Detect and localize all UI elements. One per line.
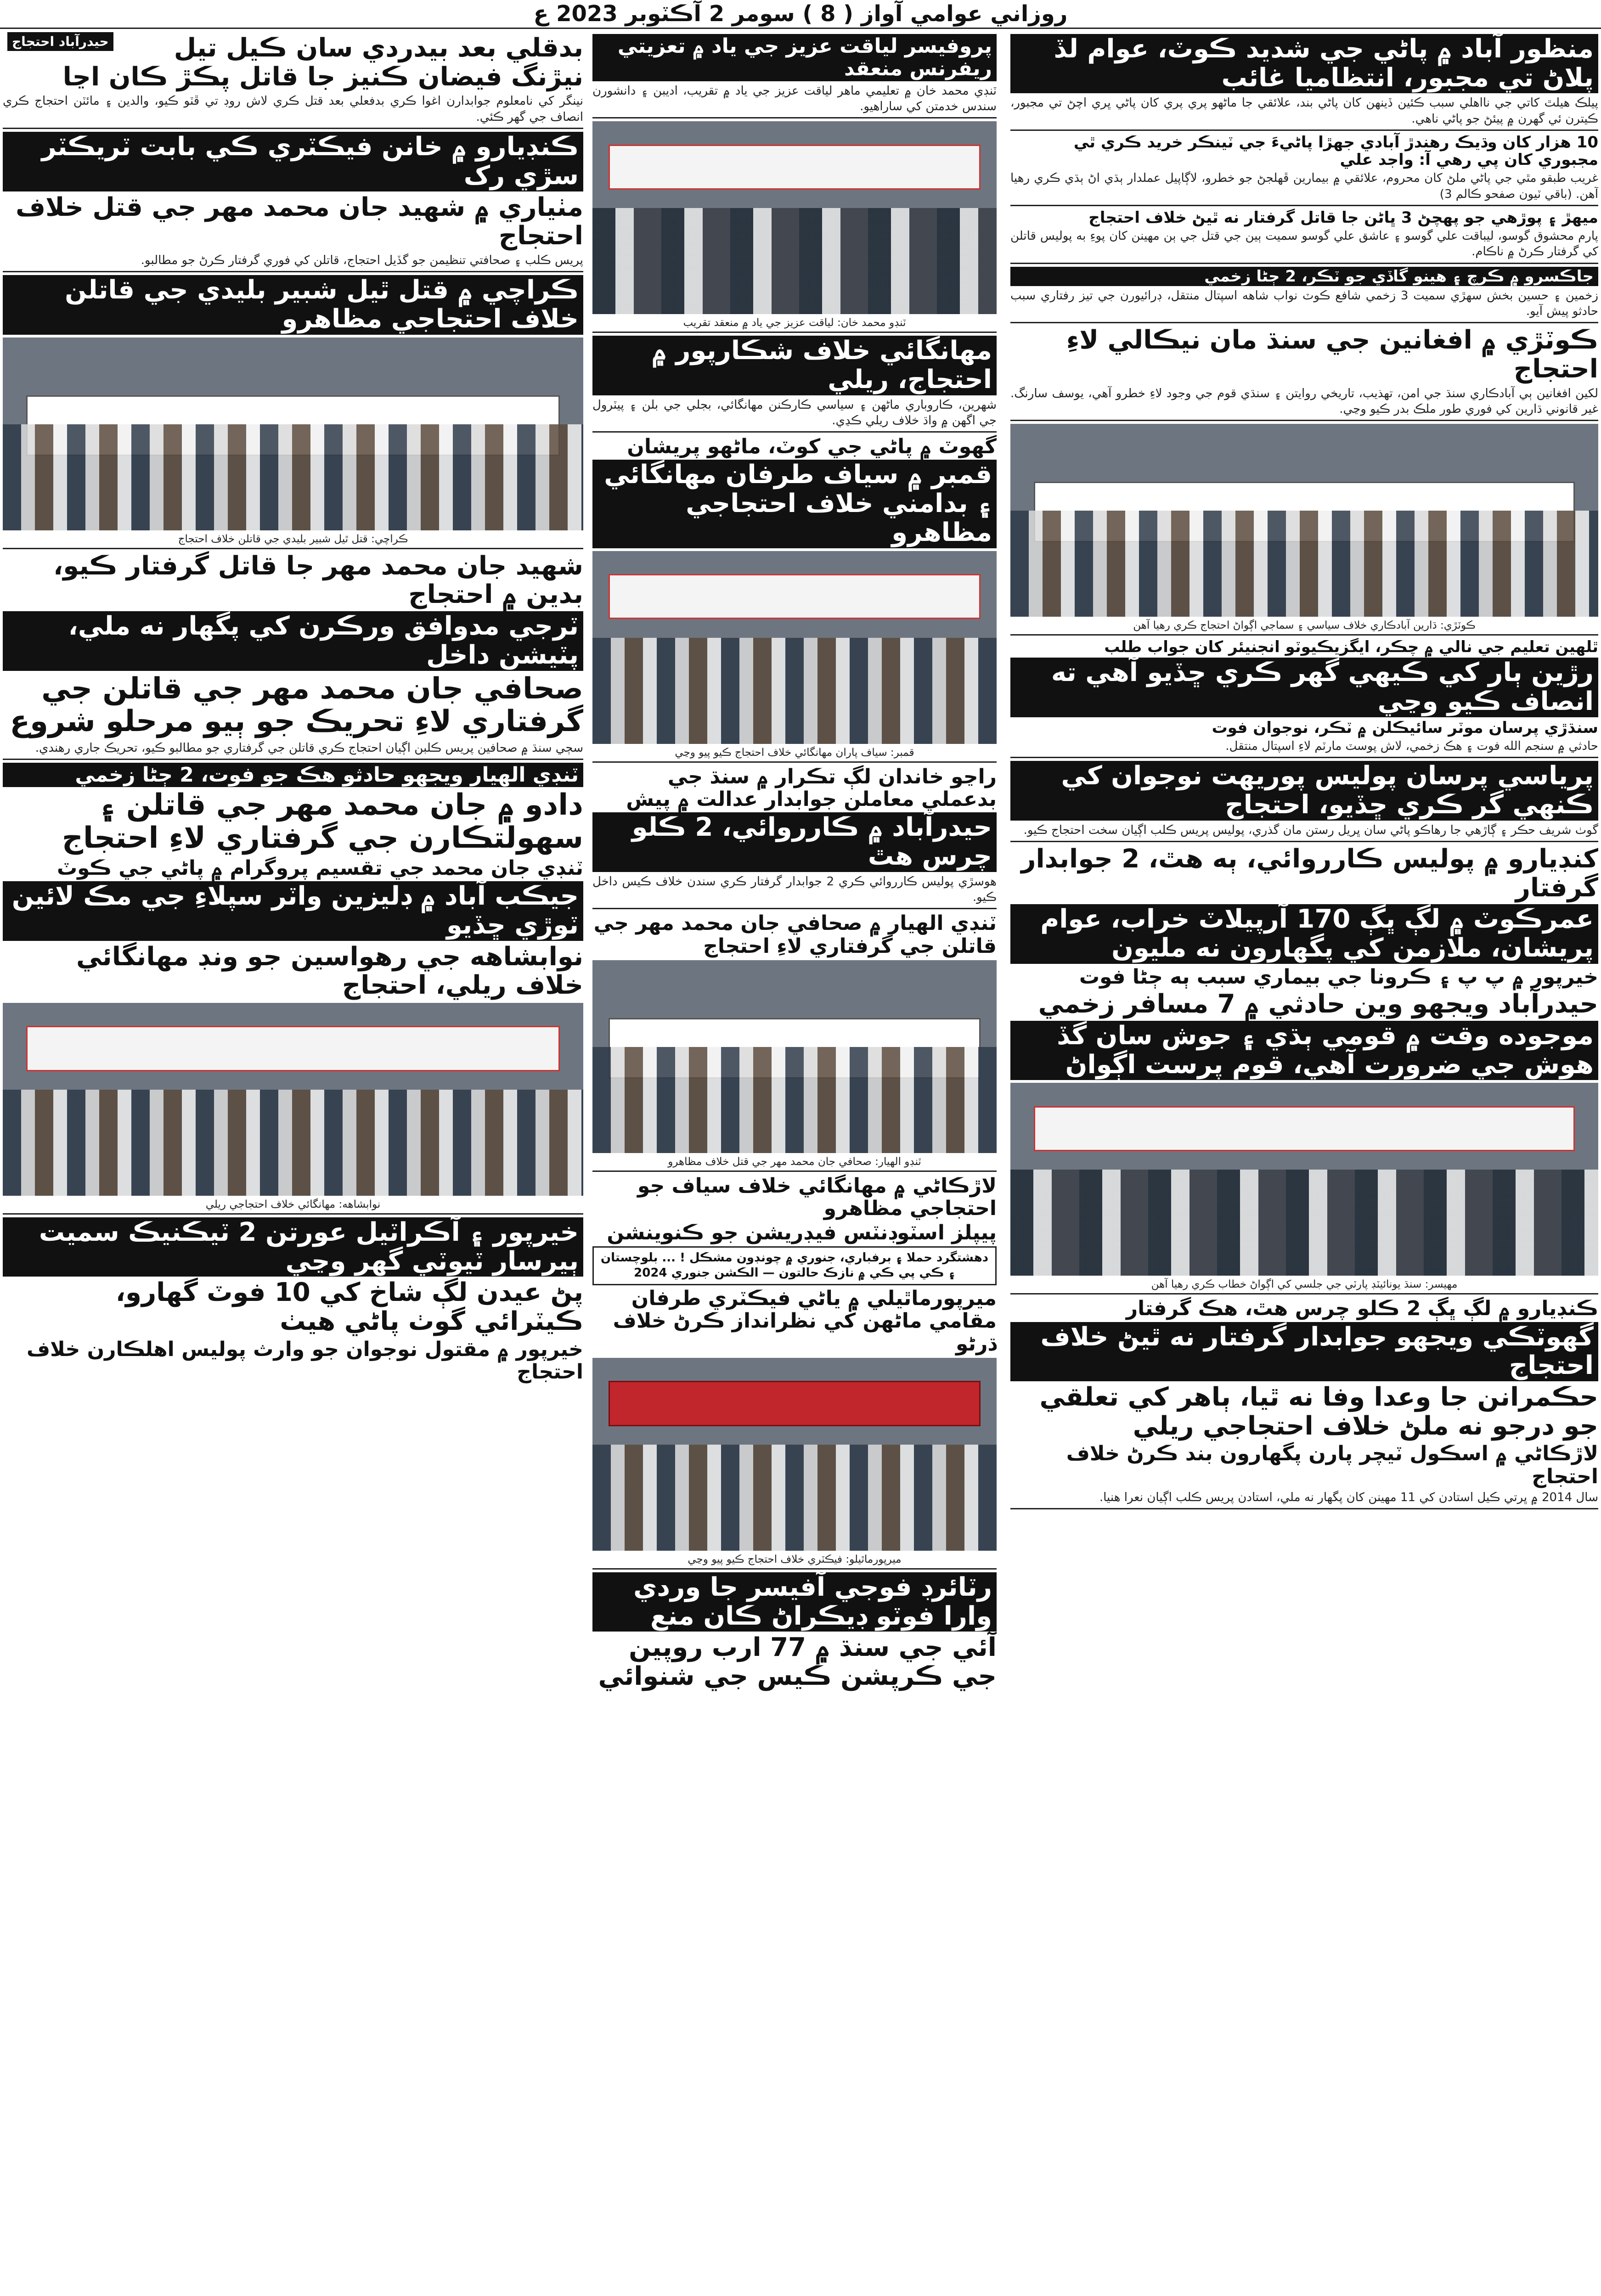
news-headline: 10 هزار کان وڌيڪ رهندڙ آبادي جهڙا پاڻيءَ جي ٽينڪر خريد ڪري ٿي مجبوري کان پي رهي آ: واجد علي [1073, 133, 1598, 169]
news-headline: ڪراچي ۾ قتل ٿيل شبير بليدي جي قاتلن خلاف احتجاجي مظاهرو [3, 275, 583, 334]
column-rule [592, 431, 997, 433]
photo-caption: قمبر: سياف پاران مهانگائي خلاف احتجاج ڪيو پيو وڃي [675, 746, 914, 759]
photo-caption: ڪراچي: قتل ٿيل شبير بليدي جي قاتلن خلاف احتجاج [178, 533, 408, 545]
photo-crowd [1010, 511, 1598, 617]
news-headline: عمرڪوٽ ۾ لڳ ڀڳ 170 آرپيلاٽ خراب، عوام پريشان، ملازمن کي پگهارون نه مليون [1010, 904, 1598, 963]
column-rule [3, 759, 583, 760]
news-headline: ٽرجي مدوافق ورڪرن کي پگهار نه ملي، پٽيشن داخل [3, 611, 583, 670]
news-headline: گهوٽڪي ويجهو جوابدار گرفتار نه ٿيڻ خلاف احتجاج [1010, 1322, 1598, 1381]
news-headline: موجوده وقت ۾ قومي ٻڌي ۽ جوش سان گڏ هوش جي ضرورت آهي، قوم پرست اڳواڻ [1010, 1021, 1598, 1080]
news-body-text: سڄي سنڌ ۾ صحافين پريس ڪلبن اڳيان احتجاج ڪري قاتلن جي گرفتاري جو مطالبو ڪيو، تحريڪ جاري رهندي. [35, 741, 583, 755]
column-rule [1010, 1508, 1598, 1509]
news-headline: ڪنڊيارو ۾ لڳ ڀڳ 2 ڪلو چرس هٿ، هڪ گرفتار [1126, 1297, 1598, 1321]
news-headline: حيدرآباد ۾ ڪارروائي، 2 ڪلو چرس هٿ [592, 812, 997, 872]
column-rule [1010, 634, 1598, 636]
section-badge: حيدرآباد احتجاج [7, 32, 113, 51]
news-headline: لاڙڪاڻي ۾ اسڪول ٽيچر پارن پگهارون بند ڪرڻ خلاف احتجاج [1066, 1442, 1598, 1488]
column-rule [1010, 129, 1598, 131]
news-body-text: گوٺ شريف حڪر ۽ ڳاڙهي جا رهاڪو پاڻي سان ڀريل رستن مان گذري، پوليس پريس ڪلب اڳيان سخت احتجاج ڪيو. [1023, 823, 1598, 837]
column-center [592, 32, 997, 2296]
column-rule [3, 271, 583, 272]
photo-banner [609, 145, 981, 190]
news-headline: سنڌڙي پرسان موٽر سائيڪلن ۾ ٽڪر، نوجوان فوت [1212, 718, 1598, 737]
news-headline: قمبر ۾ سياف طرفان مهانگائي ۽ بدامني خلاف احتجاجي مظاهرو [592, 460, 997, 548]
news-photo [3, 1003, 583, 1196]
photo-crowd [592, 1047, 997, 1153]
news-headline: مهانگائي خلاف شڪارپور ۾ احتجاج، ريلي [592, 336, 997, 395]
photo-banner [1034, 1106, 1575, 1151]
news-headline: پيپلز اسٽوڊنٽس فيڊريشن جو ڪنوينشن [607, 1221, 997, 1245]
column-rule [592, 117, 997, 118]
photo-crowd [592, 208, 997, 314]
news-photo [592, 1358, 997, 1551]
news-headline: ڪنڊيارو ۾ خانن فيڪٽري ڪي بابت ٽريڪٽر سڙي رک [3, 132, 583, 191]
photo-crowd [1010, 1170, 1598, 1276]
column-rule [592, 761, 997, 763]
photo-banner [26, 1026, 560, 1071]
news-headline: ٿلهين تعليم جي نالي ۾ چڪر، ايگزيڪيوٽو انجنيئر کان جواب طلب [1104, 638, 1598, 657]
news-body-text: هوسڙي پوليس ڪارروائي ڪري 2 جوابدار گرفتار ڪري سندن خلاف ڪيس داخل ڪيو. [592, 874, 997, 904]
news-body-text: حادثي ۾ سنجم الله فوت ۽ هڪ زخمي، لاش پوسٽ مارٽم لاءِ اسپتال منتقل. [1225, 739, 1598, 753]
column-right [1010, 32, 1598, 2296]
news-body-text: پريس ڪلب ۽ صحافتي تنظيمن جو گڏيل احتجاج، قاتلن کي فوري گرفتار ڪرڻ جو مطالبو. [141, 253, 583, 267]
column-rule [1010, 841, 1598, 842]
column-rule [592, 1568, 997, 1570]
page-masthead: روزاني عوامي آواز ( 8 ) سومر 2 آڪٽوبر 2023 ع [0, 0, 1601, 29]
news-body-text: نينگر کي نامعلوم جوابدارن اغوا ڪري بدفعلي بعد قتل ڪري لاش روڊ تي ڦٽو ڪيو، والدين ۽ مائٽن احتجاج ڪري انصاف جي گهر ڪئي. [3, 94, 583, 124]
photo-crowd [592, 1445, 997, 1551]
news-headline: منظور آباد ۾ پاڻي جي شديد ڪوٽ، عوام لڏ پلاڻ تي مجبور، انتظاميا غائب [1010, 34, 1598, 93]
news-headline: جاڪسرو ۾ ڪرچ ۽ هينو گاڏي جو ٽڪر، 2 ڄڻا زخمي [1010, 267, 1598, 286]
news-headline: بدقلي بعد بيدردي سان ڪيل تيل نيڙنگ فيضان ڪنيز جا قاتل پڪڙ ڪان اڃا [62, 33, 583, 92]
news-headline: ٽنڊي الهيار ۾ صحافي جان محمد مهر جي قاتلن جي گرفتاري لاءِ احتجاج [593, 912, 997, 958]
news-headline: جيڪب آباد ۾ ڊليزين واٽر سپلاءِ جي مڪ لائين ٽوڙي ڇڏيو [3, 881, 583, 940]
boxed-news-inset: دهشتگرد حملا ۽ برفباري، جنوري ۾ چونڊون مشڪل ! ... بلوچستان ۽ ڪي پي ڪي ۾ نازڪ حالتون — الڪشن جنوري 2024 [592, 1246, 997, 1286]
column-rule [3, 1213, 583, 1215]
news-headline: راڃو خاندان لڳ تڪرار ۾ سنڌ جي بدعملي معاملن جوابدار عدالت ۾ پيش [626, 765, 997, 811]
news-body-text: غريب طبقو مٿي جي پاڻي ملڻ کان محروم، علائقي ۾ بيمارين ڦهلجڻ جو خطرو، لاڳاپيل عملدار ٻڌي اڻ ٻڌي ڪري رهيا آهن. (باقي ٽيون صفحو ڪالم 3) [1010, 171, 1598, 201]
photo-crowd [3, 424, 583, 530]
news-headline: شهيد جان محمد مهر جا قاتل گرفتار ڪيو، بدين ۾ احتجاج [53, 551, 583, 610]
news-headline: حڪمرانن جا وعدا وفا نه ٿيا، ٻاهر کي تعلقي جو درجو نه ملڻ خلاف احتجاجي ريلي [1039, 1382, 1598, 1441]
news-body-text: لکين افغانين ٻي آبادڪاري سنڌ جي امن، تهذيب، تاريخي روايتن ۽ سنڌي قوم جي وجود لاءِ خطرو آهي، يوسف سارنگ. غير قانوني ڌارين کي فوري طور ملڪ بدر ڪيو وڃي. [1010, 386, 1598, 416]
photo-crowd [3, 1090, 583, 1196]
news-headline: دادو ۾ جان محمد مهر جي قاتلن ۽ سهولتڪارن جي گرفتاري لاءِ احتجاج [62, 788, 583, 855]
news-photo [1010, 1083, 1598, 1276]
news-headline: حيدرآباد ويجهو وين حادثي ۾ 7 مسافر زخمي [1038, 989, 1598, 1019]
column-rule [1010, 420, 1598, 421]
news-headline: گهوٽ ۾ پاڻي جي کوٽ، ماڻهو پريشان [627, 435, 997, 459]
news-headline: لاڙڪاڻي ۾ مهانگائي خلاف سياف جو احتجاجي مظاهرو [637, 1174, 997, 1221]
news-body-text: ٽنڊي محمد خان ۾ تعليمي ماهر لياقت عزيز جي ياد ۾ تقريب، اديبن ۽ دانشورن سندس خدمتن کي ساراهيو. [592, 84, 997, 113]
news-photo [592, 960, 997, 1153]
news-headline: خيرپور ۾ مقتول نوجوان جو وارث پوليس اهلڪارن خلاف احتجاج [27, 1337, 583, 1384]
column-rule [1010, 263, 1598, 264]
news-headline: ميرپورماٿيلي ۾ ياڻي فيڪٽري طرفان مقامي ماڻهن کي نظرانداز ڪرڻ خلاف ڌرڻو [613, 1287, 997, 1356]
photo-banner [609, 1381, 981, 1426]
news-headline: کنڊيارو ۾ پوليس ڪارروائي، ٻه هٿ، 2 جوابدار گرفتار [1021, 844, 1598, 903]
news-body-text: پيلڪ هيلٿ کاتي جي نااهلي سبب ڪئين ڏينهن کان پاڻي بند، علائقي جا ماڻهو پري پري کان پاڻي ڀري اچڻ تي مجبور، ڪيترن ئي گهرن ۾ پيئڻ جو پاڻي ناهي. [1010, 96, 1598, 126]
column-rule [1010, 757, 1598, 758]
news-photo [1010, 424, 1598, 617]
column-rule [1010, 322, 1598, 323]
news-headline: ڪوٽڙي ۾ افغانين جي سنڌ مان نيڪالي لاءِ احتجاج [1066, 325, 1598, 384]
news-headline: رٽائرڊ فوجي آفيسر جا وردي وارا فوٽو ڊيڪراڻ ڪان منع [592, 1572, 997, 1632]
news-headline: ٽنڊي الهيار ويجهو حادثو هڪ جو فوت، 2 ڄڻا زخمي [3, 763, 583, 787]
news-headline: آئي جي سنڌ ۾ 77 ارب روپين جي ڪرپشن ڪيس جي شنوائي [598, 1632, 997, 1692]
news-body-text: زخمين ۽ حسين بخش سهڙي سميت 3 زخمي شافع ڪوٽ نواب شاهه اسپتال منتقل، ڊرائيورن جي تيز رفتاري سبب حادثو پيش آيو. [1010, 288, 1598, 318]
column-rule [1010, 205, 1598, 206]
news-headline: رڙين ٻار کي ڪيهي گهر ڪري ڇڏيو آهي ته انصاف ڪيو وڃي [1010, 658, 1598, 717]
news-photo [3, 338, 583, 530]
news-headline: خيرپور ۾ پ پ ۽ ڪرونا جي بيماري سبب ٻه ڄڻا فوت [1079, 965, 1598, 989]
photo-caption: نوابشاهه: مهانگائي خلاف احتجاجي ريلي [205, 1198, 381, 1210]
column-rule [3, 548, 583, 549]
news-body-text: سال 2014 ۾ ڀرتي ڪيل استادن کي 11 مهينن کان پگهار نه ملي، استادن پريس ڪلب اڳيان نعرا هنيا. [1099, 1490, 1598, 1504]
news-headline: مٺياري ۾ شهيد جان محمد مهر جي قتل خلاف احتجاج [15, 192, 583, 251]
news-headline: ٽنڊي جان محمد جي تقسيم پروگرام ۾ پاڻي جي ڪوٽ [56, 856, 583, 880]
photo-caption: مهيسر: سنڌ يونائيٽڊ پارٽي جي جلسي کي اڳواڻ خطاب ڪري رهيا آهن [1151, 1278, 1458, 1291]
photo-caption: ٽنڊو الهيار: صحافي جان محمد مهر جي قتل خلاف مظاهرو [668, 1155, 921, 1168]
photo-banner [609, 574, 981, 619]
column-rule [592, 332, 997, 333]
news-photo [592, 551, 997, 744]
photo-caption: ڪوٽڙي: ڌارين آبادڪاري خلاف سياسي ۽ سماجي اڳواڻ احتجاج ڪري رهيا آهن [1133, 619, 1476, 632]
photo-caption: ميرپورماٿيلو: فيڪٽري خلاف احتجاج ڪيو پيو وڃي [688, 1553, 902, 1565]
news-body-text: شهرين، ڪاروباري ماڻهن ۽ سياسي ڪارڪنن مهانگائي، بجلي جي بلن ۽ پيٽرول جي اگهن ۾ واڌ خلاف ريلي ڪڍي. [592, 398, 997, 428]
news-headline: صحافي جان محمد مهر جي قاتلن جي گرفتاري لاءِ تحريڪ جو ٻيو مرحلو شروع [10, 671, 583, 739]
news-headline: ميهڙ ۽ پوڙهي جو پهچڻ 3 ڀاڻن جا قاتل گرفتار نه ٿيڻ خلاف احتجاج [1088, 208, 1598, 227]
column-rule [592, 908, 997, 909]
column-rule [1010, 1293, 1598, 1294]
news-body-text: پارم محشوق گوسو، ليباقت علي گوسو ۽ عاشق علي گوسو سميت ٻين جي قتل جي ٻن مهينن کان پوءِ به پوليس قاتلن کي گرفتار ڪرڻ ۾ ناڪام. [1010, 229, 1598, 259]
photo-crowd [592, 638, 997, 744]
news-headline: پروفيسر لياقت عزيز جي ياد ۾ تعزيتي ريفرنس منعقد [592, 34, 997, 81]
column-rule [3, 128, 583, 129]
news-headline: پڻ عيدن لڳ شاخ کي 10 فوٽ گهارو، ڪيٽرائي گوٺ پاڻي هيٺ [115, 1277, 583, 1337]
photo-caption: ٽنڊو محمد خان: لياقت عزيز جي ياد ۾ منعقد تقريب [683, 317, 906, 329]
news-headline: نوابشاهه جي رهواسين جو ونڊ مهانگائي خلاف ريلي، احتجاج [76, 941, 583, 1001]
news-photo [592, 121, 997, 314]
column-left [3, 32, 583, 2296]
column-rule [592, 1171, 997, 1172]
news-headline: خيرپور ۽ آڪراٽيل عورتن 2 ٽيڪنيڪ سميت ٻيرسار ٽيوٽي گهر وڃي [3, 1217, 583, 1277]
news-headline: پرياسي پرسان پوليس پوريهت نوجوان کي ڪنهي گر ڪري ڇڏيو، احتجاج [1010, 761, 1598, 820]
